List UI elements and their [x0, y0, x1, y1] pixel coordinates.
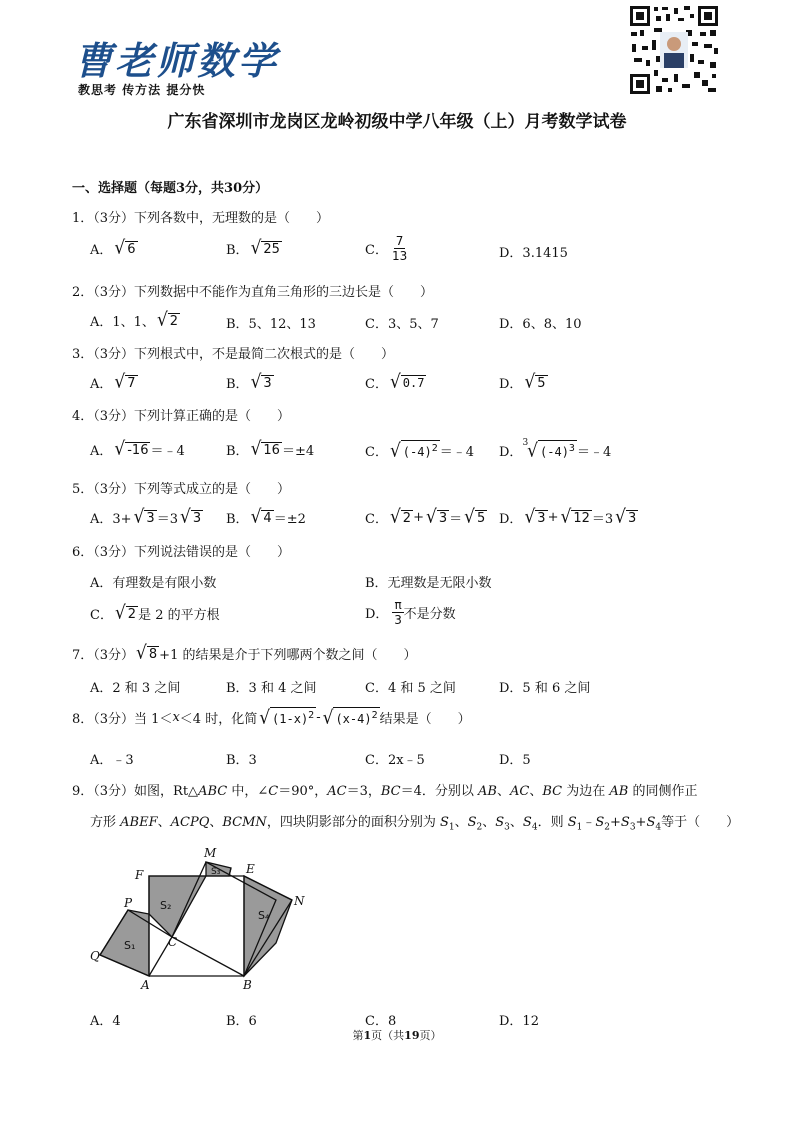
q5-option-a: A．3+ √ 3 ＝3 √ 3: [90, 505, 202, 528]
q4-option-c: C． √ $(-4)^2$ ＝﹣4: [365, 439, 475, 462]
q7-option-d: D．5 和 6 之间: [499, 681, 591, 696]
q2-option-a: A．1、1、 √ 2: [90, 308, 179, 331]
q8-option-b: B．3: [226, 753, 257, 768]
label-e: E: [246, 862, 255, 876]
q4-option-a: A． √ -16 ＝﹣4: [90, 437, 185, 460]
q5-option-b: B． √ 4 ＝±2: [226, 505, 306, 528]
q4-option-b: B． √ 16 ＝±4: [226, 437, 315, 460]
q9-option-a: A．4: [90, 1014, 121, 1029]
label-p: P: [124, 896, 133, 910]
label-s1: S₁: [124, 939, 136, 952]
question-1-stem: 1．（3分）下列各数中，无理数的是（ ）: [72, 211, 330, 226]
q4-option-d: D． 3 √ $(-4)^3$ ＝﹣4: [499, 438, 612, 462]
question-5-stem: 5．（3分）下列等式成立的是（ ）: [72, 482, 291, 497]
q5-option-d: D． √ 3 + √ 12 ＝3 √ 3: [499, 505, 637, 528]
label-n: N: [294, 894, 305, 908]
q7-option-b: B．3 和 4 之间: [226, 681, 317, 696]
q3-option-a: A． √ 7: [90, 370, 136, 393]
q1-option-b: B． √ 25: [226, 236, 280, 259]
q1-option-d: D．3.1415: [499, 246, 568, 261]
geometry-figure: [88, 843, 318, 993]
question-3-stem: 3．（3分）下列根式中，不是最简二次根式的是（ ）: [72, 347, 395, 362]
q6-option-b: B．无理数是无限小数: [365, 576, 492, 591]
page-title: 广东省深圳市龙岗区龙岭初级中学八年级（上）月考数学试卷: [167, 112, 627, 132]
label-c: C: [168, 935, 178, 949]
q6-option-d: D． $\frac{\pi}{3}$ 不是分数: [365, 598, 456, 627]
q9-option-d: D．12: [499, 1014, 539, 1029]
question-7-stem: 7．（3分） √ 8 +1 的结果是介于下列哪两个数之间（ ）: [72, 641, 417, 664]
q3-option-b: B． √ 3: [226, 370, 272, 393]
q5-option-c: C． √ 2 + √ 3 ＝ √ 5: [365, 505, 486, 528]
question-8-stem: 8．（3分）当 1＜ x ＜4 时，化简 √ $(1-x)^2$ - √ $(x-4)^2$ 结果是（ ）: [72, 706, 471, 729]
label-b: B: [243, 978, 252, 992]
q2-option-b: B．5、12、13: [226, 317, 316, 332]
q6-option-c: C． √ 2 是 2 的平方根: [90, 601, 220, 624]
q9-option-b: B．6: [226, 1014, 257, 1029]
slogan: 教思考 传方法 提分快: [78, 83, 206, 97]
q8-option-d: D．5: [499, 753, 531, 768]
logo: 曹老师数学: [74, 38, 280, 83]
label-s3: S₃: [211, 867, 221, 877]
q3-option-c: C． √ 0.7: [365, 370, 425, 393]
q1-option-c: C． $\frac{7}{13}$: [365, 234, 408, 263]
shaded-region-s4: [244, 876, 292, 976]
label-q: Q: [90, 949, 100, 963]
question-9-stem-line-2: 方形 ABEF、ACPQ、BCMN，四块阴影部分的面积分别为 $S_1$、$S_2$、$S_3$、$S_4$．则 $S_1﹣S_2+S_3+S_4$等于（ ）: [90, 815, 740, 833]
question-4-stem: 4．（3分）下列计算正确的是（ ）: [72, 409, 291, 424]
q7-option-c: C．4 和 5 之间: [365, 681, 456, 696]
q8-option-a: A．﹣3: [90, 753, 134, 768]
q7-option-a: A．2 和 3 之间: [90, 681, 181, 696]
question-9-stem-line-1: 9．（3分）如图，Rt△ABC 中，∠C＝90°，AC＝3，BC＝4．分别以 AB、AC、BC 为边在 AB 的同侧作正: [72, 784, 698, 799]
q9-option-c: C．8: [365, 1014, 397, 1029]
q6-option-a: A．有理数是有限小数: [90, 576, 217, 591]
q1-option-a: A． √ 6: [90, 236, 136, 259]
label-s2: S₂: [160, 899, 172, 912]
label-s4: S₄: [258, 909, 270, 922]
label-m: M: [204, 846, 217, 860]
label-f: F: [135, 868, 144, 882]
page-footer: 第1页（共19页）: [352, 1029, 442, 1042]
q8-option-c: C．2x﹣5: [365, 753, 425, 768]
question-2-stem: 2．（3分）下列数据中不能作为直角三角形的三边长是（ ）: [72, 285, 434, 300]
q3-option-d: D． √ 5: [499, 370, 546, 393]
section-heading: 一、选择题（每题3分，共30分）: [72, 181, 269, 196]
label-a: A: [141, 978, 150, 992]
q2-option-c: C．3、5、7: [365, 317, 439, 332]
q2-option-d: D．6、8、10: [499, 317, 582, 332]
qr-code-icon: [628, 4, 720, 96]
question-6-stem: 6．（3分）下列说法错误的是（ ）: [72, 545, 291, 560]
